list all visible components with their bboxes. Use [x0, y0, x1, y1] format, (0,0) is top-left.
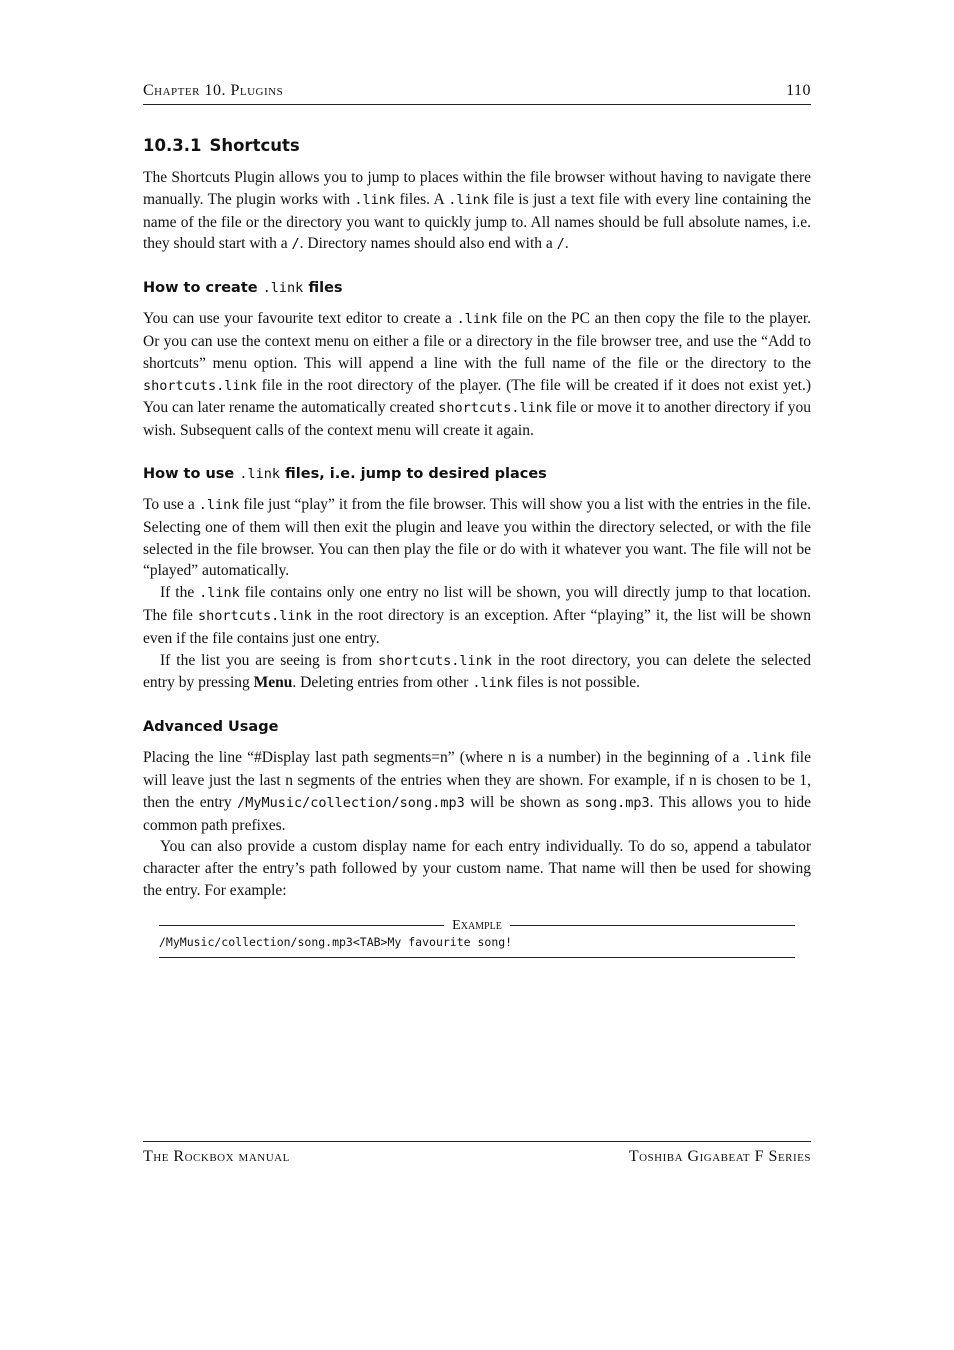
footer-rule — [143, 1141, 811, 1142]
menu-button-name: Menu — [253, 674, 293, 692]
example-code: /MyMusic/collection/song.mp3<TAB>My favourite song! — [159, 934, 795, 958]
advanced-heading: Advanced Usage — [143, 719, 279, 736]
chapter-title: Chapter 10. Plugins — [143, 82, 284, 99]
footer-left: The Rockbox manual — [143, 1148, 290, 1165]
advanced-paragraph-1: Placing the line “#Display last path segments=n” (where n is a number) in the beginning of a .link file will leave just the last n segments of the entries when they are shown. For example, if n is chosen to be 1, then the entry /MyMusic/collection/song.mp3 will be shown as song.mp3. This allows you to hide common path prefixes. — [143, 749, 811, 834]
example-title — [159, 918, 795, 934]
use-paragraph-3: If the list you are seeing is from shortcuts.link in the root directory, you can delete the selected entry by pressing Menu. Deleting entries from other .link files is not possible. — [143, 651, 811, 692]
use-heading: How to use .link files, i.e. jump to desired places — [143, 465, 547, 482]
section-title: Shortcuts — [209, 136, 300, 155]
header-rule — [143, 104, 811, 105]
section-heading — [143, 136, 811, 155]
intro-paragraph: The Shortcuts Plugin allows you to jump to places within the file browser without having to navigate there manually. The plugin works with .link files. A .link file is just a text file with every line containing the name of the file or the directory you want to quickly jump to. All names should be full absolute names, i.e. they should start with a /. Directory names should also end with a /. — [143, 169, 812, 253]
create-heading: How to create .link files — [143, 280, 343, 297]
page-footer — [143, 1148, 811, 1166]
section-number: 10.3.1 — [143, 136, 202, 155]
example-box — [159, 918, 795, 958]
example-label: Example — [452, 917, 502, 933]
use-paragraph-2: If the .link file contains only one entry no list will be shown, you will directly jump to that location. The file shortcuts.link in the root directory is an exception. After “playing” it, the list will be shown even if the file contains just one entry. — [143, 584, 811, 647]
use-paragraph-1: To use a .link file just “play” it from the file browser. This will show you a list with the entries in the file. Selecting one of them will then exit the plugin and leave you within the directory selected, or with the file selected in the file browser. You can then play the file or do with it whatever you want. The file will not be “played” automatically. — [143, 495, 811, 580]
advanced-paragraph-2: You can also provide a custom display name for each entry individually. To do so, append a tabulator character after the entry’s path followed by your custom name. That name will then be used for showing the entry. For example: — [143, 838, 811, 899]
page-header — [143, 82, 811, 100]
main-content — [143, 136, 811, 958]
page-number: 110 — [786, 82, 811, 99]
footer-right: Toshiba Gigabeat F Series — [628, 1148, 811, 1165]
create-paragraph: You can use your favourite text editor to create a .link file on the PC an then copy the file to the player. Or you can use the context menu on either a file or a directory in the file browser tree, and use the “Add to shortcuts” menu option. This will append a line with the full name of the file or the directory to the shortcuts.link file in the root directory of the player. (The file will be created if it does not exist yet.) You can later rename the automatically created shortcuts.link file or move it to another directory if you wish. Subsequent calls of the context menu will create it again. — [143, 310, 812, 440]
